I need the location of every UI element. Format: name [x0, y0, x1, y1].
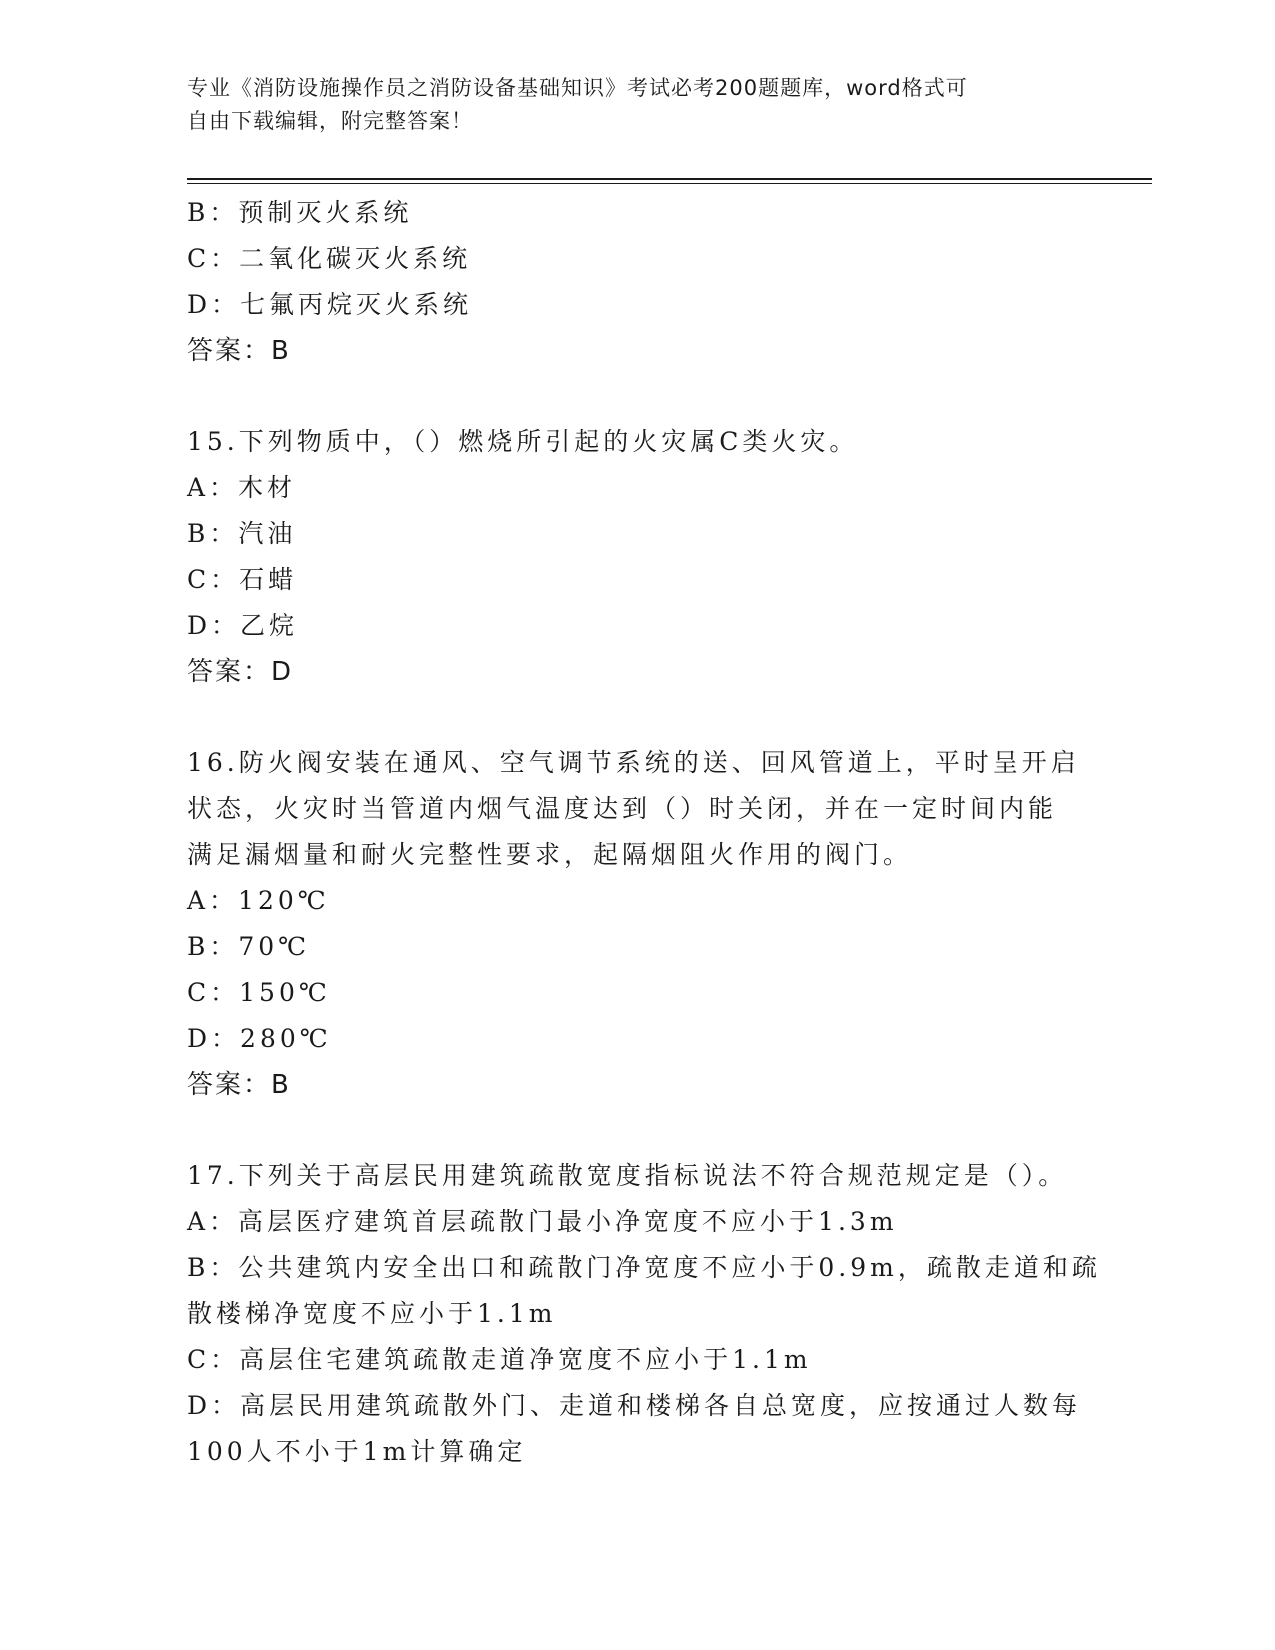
question-17 [187, 1153, 1101, 1475]
header-divider-thin [187, 183, 1152, 184]
question-stem-line-1: 16.防火阀安装在通风、空气调节系统的送、回风管道上，平时呈开启 [187, 748, 1080, 777]
header-line-2: 自由下载编辑，附完整答案！ [187, 109, 473, 133]
spacer [187, 1108, 1087, 1153]
option-c: C：高层住宅建筑疏散走道净宽度不应小于1.1m [187, 1345, 812, 1374]
option-d-line-1: D：高层民用建筑疏散外门、走道和楼梯各自总宽度，应按通过人数每 [187, 1391, 1082, 1420]
question-content [187, 190, 1101, 1475]
option-d: D：280℃ [187, 1024, 332, 1053]
option-a: A：高层医疗建筑首层疏散门最小净宽度不应小于1.3m [187, 1207, 898, 1236]
question-stem: 15.下列物质中，（）燃烧所引起的火灾属C类火灾。 [187, 427, 859, 456]
question-14-tail [187, 190, 1087, 374]
header-divider-thick [187, 178, 1152, 180]
option-a: A：木材 [187, 473, 297, 502]
option-b: B：汽油 [187, 519, 297, 548]
spacer [187, 374, 1087, 419]
option-d: D：七氟丙烷灭火系统 [187, 290, 473, 319]
answer-line: 答案：D [187, 657, 294, 687]
question-15 [187, 419, 1087, 695]
spacer [187, 695, 1087, 740]
option-d-line-2: 100人不小于1m计算确定 [187, 1437, 527, 1466]
option-c: C：150℃ [187, 978, 331, 1007]
option-b: B：70℃ [187, 932, 311, 961]
question-stem-line-2: 状态，火灾时当管道内烟气温度达到（）时关闭，并在一定时间内能 [187, 794, 1058, 823]
question-16 [187, 740, 1087, 1108]
answer-line: 答案：B [187, 1070, 291, 1100]
question-stem: 17.下列关于高层民用建筑疏散宽度指标说法不符合规范规定是（）。 [187, 1161, 1068, 1190]
option-a: A：120℃ [187, 886, 330, 915]
option-b: B：预制灭火系统 [187, 198, 413, 227]
question-stem-line-3: 满足漏烟量和耐火完整性要求，起隔烟阻火作用的阀门。 [187, 840, 913, 869]
option-c: C：石蜡 [187, 565, 298, 594]
option-c: C：二氧化碳灭火系统 [187, 244, 472, 273]
option-b-line-2: 散楼梯净宽度不应小于1.1m [187, 1299, 557, 1328]
answer-line: 答案：B [187, 336, 291, 366]
option-b-line-1: B：公共建筑内安全出口和疏散门净宽度不应小于0.9m，疏散走道和疏 [187, 1253, 1101, 1282]
document-header [187, 72, 1067, 138]
option-d: D：乙烷 [187, 611, 299, 640]
header-line-1: 专业《消防设施操作员之消防设备基础知识》考试必考200题题库，word格式可 [187, 76, 968, 100]
